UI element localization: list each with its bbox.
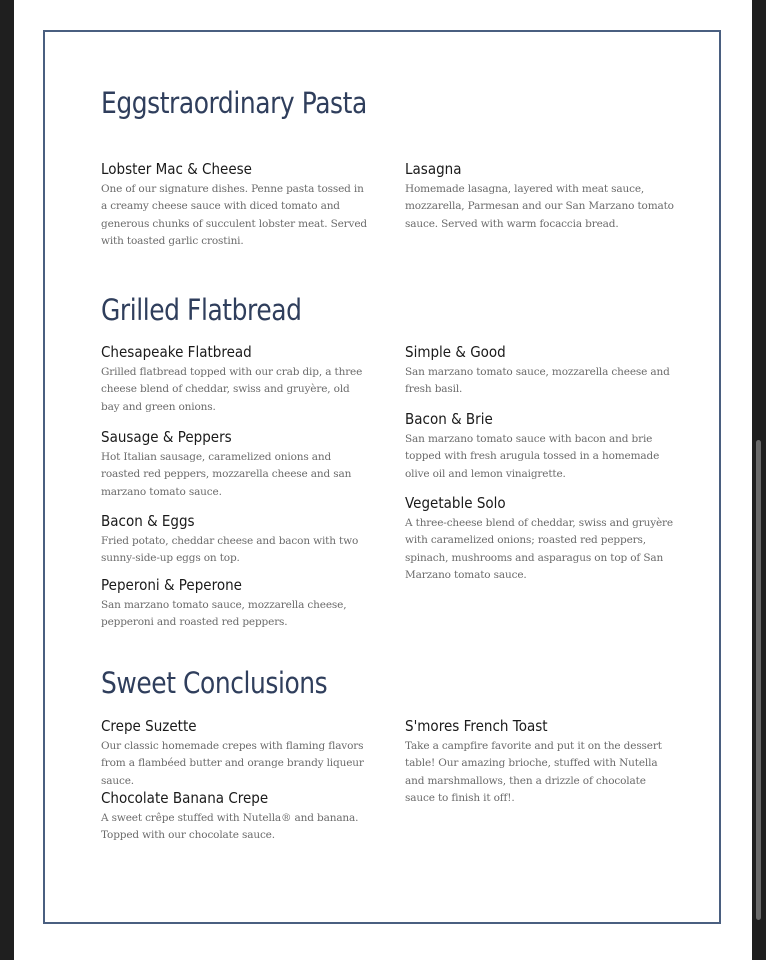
item-name: Peperoni & Peperone [101,576,242,594]
item-description: A three-cheese blend of cheddar, swiss and gruyère with caramelized onions; roasted red peppers, spinach, mushrooms and asparagus on top of San Marzano tomato sauce. [405,517,673,581]
item-description: Grilled flatbread topped with our crab dip, a three cheese blend of cheddar, swiss and gruyère, old bay and green onions. [101,366,363,413]
menu-item [405,160,675,233]
item-description: San marzano tomato sauce with bacon and brie topped with fresh arugula tossed in a homemade olive oil and lemon vinaigrette. [405,433,660,480]
menu-item [101,789,371,845]
item-description: One of our signature dishes. Penne pasta tossed in a creamy cheese sauce with diced tomato and generous chunks of succulent lobster meat. Served with toasted garlic crostini. [101,183,367,247]
menu-item [101,576,371,632]
item-description: San marzano tomato sauce, mozzarella cheese and fresh basil. [405,366,670,396]
menu-item [101,512,371,568]
menu-item [405,410,675,483]
item-name: S'mores French Toast [405,717,548,735]
item-description: Hot Italian sausage, caramelized onions and roasted red peppers, mozzarella cheese and san marzano tomato sauce. [101,451,352,498]
menu-item [101,160,371,250]
section-title-flatbread: Grilled Flatbread [101,293,302,327]
item-name: Lasagna [405,160,462,178]
item-description: A sweet crêpe stuffed with Nutella® and banana. Topped with our chocolate sauce. [101,812,359,842]
item-description: San marzano tomato sauce, mozzarella cheese, pepperoni and roasted red peppers. [101,599,347,629]
item-name: Sausage & Peppers [101,428,232,446]
menu-item [101,717,371,790]
menu-item [101,428,371,501]
item-name: Simple & Good [405,343,506,361]
item-name: Chesapeake Flatbread [101,343,252,361]
menu-item [405,494,675,584]
item-name: Bacon & Brie [405,410,493,428]
scrollbar-thumb[interactable] [756,440,761,920]
menu-item [405,343,675,399]
section-title-pasta: Eggstraordinary Pasta [101,86,367,120]
item-description: Take a campfire favorite and put it on the dessert table! Our amazing brioche, stuffed with Nutella and marshmallows, then a drizzle of chocolate sauce to finish it off!. [405,740,662,804]
item-name: Lobster Mac & Cheese [101,160,252,178]
item-description: Homemade lasagna, layered with meat sauce, mozzarella, Parmesan and our San Marzano tomato sauce. Served with warm focaccia bread. [405,183,674,230]
item-description: Fried potato, cheddar cheese and bacon with two sunny-side-up eggs on top. [101,535,359,565]
item-name: Crepe Suzette [101,717,197,735]
item-name: Chocolate Banana Crepe [101,789,269,807]
item-name: Vegetable Solo [405,494,506,512]
menu-item [101,343,371,416]
item-description: Our classic homemade crepes with flaming flavors from a flambéed butter and orange brandy liqueur sauce. [101,740,364,787]
item-name: Bacon & Eggs [101,512,195,530]
menu-item [405,717,675,807]
section-title-sweet: Sweet Conclusions [101,666,328,700]
